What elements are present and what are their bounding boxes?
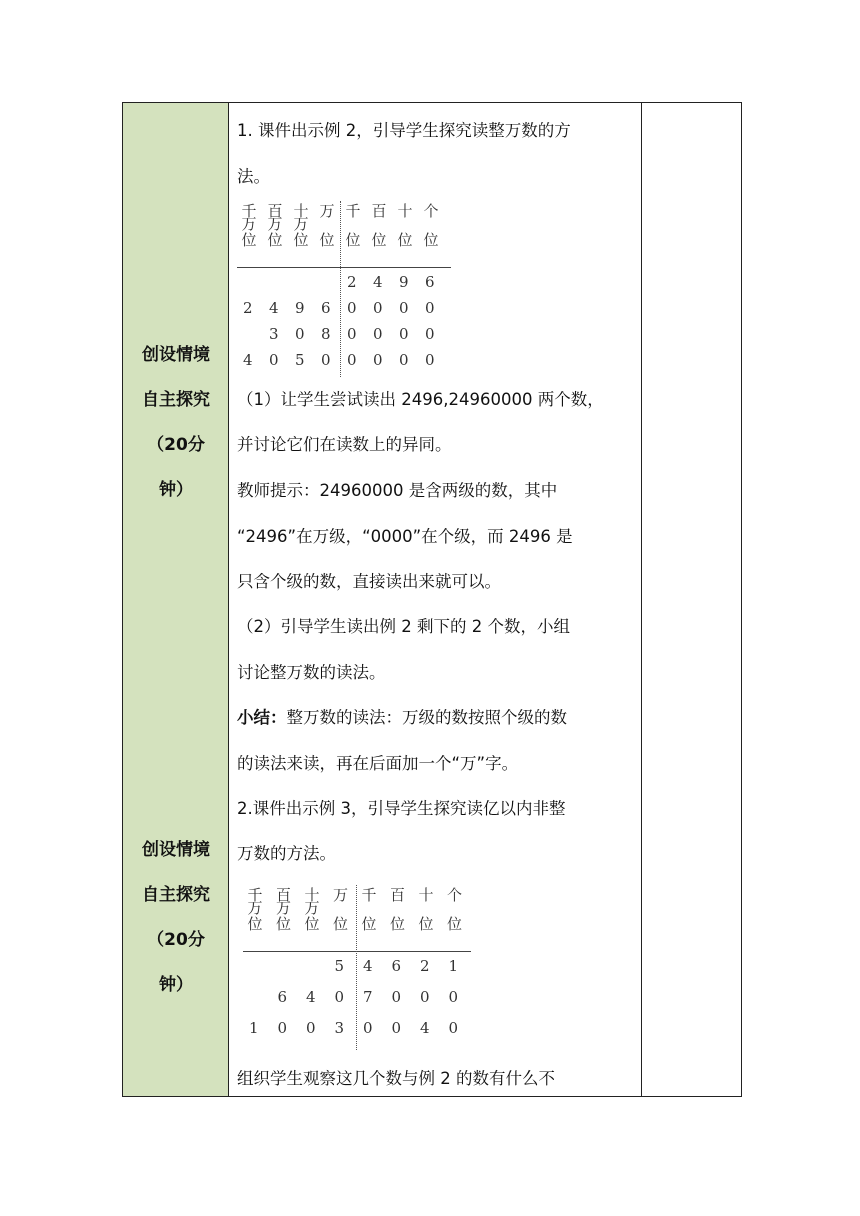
header-char: 万 bbox=[304, 899, 320, 917]
place-value-header bbox=[388, 886, 408, 933]
text-line: 万数的方法。 bbox=[237, 844, 336, 863]
header-rule bbox=[237, 267, 451, 268]
digit: 0 bbox=[391, 1019, 402, 1037]
place-value-header bbox=[291, 202, 311, 249]
digit: 4 bbox=[420, 1019, 430, 1037]
header-char: 万 bbox=[332, 886, 348, 904]
level-divider bbox=[340, 201, 341, 377]
place-value-chart-example2 bbox=[237, 201, 452, 381]
digit: 0 bbox=[363, 1019, 373, 1037]
stage-text: 钟） bbox=[159, 480, 193, 500]
header-char: 位 bbox=[293, 231, 309, 249]
digit: 0 bbox=[373, 325, 383, 343]
digit: 5 bbox=[295, 351, 305, 369]
header-char: 千 bbox=[241, 202, 257, 220]
header-char: 百 bbox=[389, 886, 405, 904]
digit: 0 bbox=[399, 299, 409, 317]
place-value-header bbox=[421, 202, 441, 249]
digit: 4 bbox=[363, 957, 373, 975]
header-char: 位 bbox=[267, 231, 283, 249]
digit: 6 bbox=[321, 299, 331, 317]
header-char: 位 bbox=[319, 231, 335, 249]
digit: 0 bbox=[399, 325, 409, 343]
header-char: 个 bbox=[423, 202, 439, 220]
stage-text: 钟） bbox=[159, 975, 193, 995]
stage-label-2 bbox=[123, 828, 229, 1008]
stage-text: 自主探究 bbox=[142, 390, 210, 410]
header-char: 万 bbox=[293, 215, 309, 233]
header-char: 十 bbox=[397, 202, 413, 220]
header-char: 位 bbox=[332, 915, 348, 933]
place-value-header bbox=[359, 886, 379, 933]
digit: 0 bbox=[306, 1019, 316, 1037]
stage-label-1 bbox=[123, 333, 229, 513]
digit: 9 bbox=[399, 273, 409, 291]
digit: 2 bbox=[347, 273, 357, 291]
header-char: 位 bbox=[361, 915, 377, 933]
digit: 2 bbox=[243, 299, 253, 317]
digit: 0 bbox=[399, 351, 409, 369]
digit: 6 bbox=[391, 957, 402, 975]
stage-column bbox=[123, 103, 229, 1096]
header-char: 个 bbox=[446, 886, 462, 904]
digit: 0 bbox=[334, 988, 345, 1006]
stage-text: 创设情境 bbox=[142, 345, 210, 365]
summary-text: 整万数的读法：万级的数按照个级的数 bbox=[286, 708, 567, 727]
header-char: 十 bbox=[418, 886, 434, 904]
place-value-header bbox=[302, 886, 322, 933]
place-value-header bbox=[317, 202, 337, 249]
place-value-header bbox=[343, 202, 363, 249]
header-char: 位 bbox=[247, 915, 263, 933]
place-value-header bbox=[395, 202, 415, 249]
digit: 6 bbox=[277, 988, 288, 1006]
digit: 4 bbox=[306, 988, 316, 1006]
digit: 4 bbox=[269, 299, 279, 317]
place-value-header bbox=[331, 886, 351, 933]
level-divider bbox=[356, 885, 357, 1050]
stage-text: 自主探究 bbox=[142, 885, 210, 905]
text-line: （2）引导学生读出例 2 剩下的 2 个数，小组 bbox=[237, 617, 570, 636]
digit: 1 bbox=[448, 957, 459, 975]
header-char: 位 bbox=[397, 231, 413, 249]
column-divider bbox=[641, 103, 642, 1096]
header-char: 千 bbox=[361, 886, 377, 904]
header-char: 位 bbox=[345, 231, 361, 249]
header-char: 百 bbox=[371, 202, 387, 220]
header-char: 位 bbox=[389, 915, 405, 933]
header-char: 十 bbox=[304, 886, 320, 904]
stage-text: （20分 bbox=[147, 435, 205, 455]
text-line: 的读法来读，再在后面加一个“万”字。 bbox=[237, 754, 519, 773]
text-line bbox=[237, 704, 567, 728]
header-char: 十 bbox=[293, 202, 309, 220]
header-char: 万 bbox=[247, 899, 263, 917]
header-char: 位 bbox=[371, 231, 387, 249]
digit: 0 bbox=[425, 351, 435, 369]
header-char: 位 bbox=[446, 915, 462, 933]
place-value-header bbox=[274, 886, 294, 933]
summary-label: 小结： bbox=[237, 708, 287, 727]
text-line: 只含个级的数，直接读出来就可以。 bbox=[237, 572, 501, 591]
digit: 6 bbox=[425, 273, 435, 291]
digit: 9 bbox=[295, 299, 305, 317]
header-char: 位 bbox=[423, 231, 439, 249]
place-value-header bbox=[416, 886, 436, 933]
text-line: 并讨论它们在读数上的异同。 bbox=[237, 435, 452, 454]
place-value-header bbox=[239, 202, 259, 249]
digit: 0 bbox=[347, 351, 357, 369]
digit: 0 bbox=[373, 351, 383, 369]
digit: 0 bbox=[269, 351, 279, 369]
digit: 0 bbox=[425, 299, 435, 317]
place-value-header bbox=[265, 202, 285, 249]
lesson-table bbox=[122, 102, 742, 1097]
text-line: “2496”在万级，“0000”在个级，而 2496 是 bbox=[237, 527, 573, 546]
text-line: 讨论整万数的读法。 bbox=[237, 663, 386, 682]
content-column bbox=[237, 103, 637, 1093]
digit: 7 bbox=[363, 988, 373, 1006]
header-char: 万 bbox=[319, 202, 335, 220]
digit: 0 bbox=[391, 988, 402, 1006]
digit: 0 bbox=[295, 325, 305, 343]
stage-text: 创设情境 bbox=[142, 840, 210, 860]
digit: 0 bbox=[425, 325, 435, 343]
digit: 0 bbox=[448, 1019, 459, 1037]
digit: 5 bbox=[334, 957, 345, 975]
digit: 0 bbox=[373, 299, 383, 317]
digit: 1 bbox=[249, 1019, 259, 1037]
digit: 4 bbox=[373, 273, 383, 291]
header-char: 万 bbox=[275, 899, 291, 917]
header-char: 万 bbox=[241, 215, 257, 233]
text-line: （1）让学生尝试读出 2496,24960000 两个数， bbox=[237, 390, 604, 409]
header-rule bbox=[243, 951, 471, 952]
stage-text: （20分 bbox=[147, 930, 205, 950]
header-char: 千 bbox=[345, 202, 361, 220]
place-value-header bbox=[245, 886, 265, 933]
text-line: 2.课件出示例 3，引导学生探究读亿以内非整 bbox=[237, 799, 566, 818]
text-line: 教师提示：24960000 是含两级的数，其中 bbox=[237, 481, 558, 500]
place-value-header bbox=[369, 202, 389, 249]
digit: 3 bbox=[334, 1019, 345, 1037]
header-char: 千 bbox=[247, 886, 263, 904]
digit: 4 bbox=[243, 351, 253, 369]
digit: 8 bbox=[321, 325, 331, 343]
digit: 0 bbox=[347, 299, 357, 317]
text-line: 组织学生观察这几个数与例 2 的数有什么不 bbox=[237, 1069, 555, 1088]
header-char: 万 bbox=[267, 215, 283, 233]
digit: 0 bbox=[321, 351, 331, 369]
header-char: 位 bbox=[418, 915, 434, 933]
digit: 3 bbox=[269, 325, 279, 343]
place-value-chart-example3 bbox=[243, 885, 473, 1045]
digit: 2 bbox=[420, 957, 430, 975]
header-char: 位 bbox=[241, 231, 257, 249]
header-char: 位 bbox=[275, 915, 291, 933]
header-char: 位 bbox=[304, 915, 320, 933]
place-value-header bbox=[445, 886, 465, 933]
digit: 0 bbox=[277, 1019, 288, 1037]
header-char: 百 bbox=[267, 202, 283, 220]
header-char: 百 bbox=[275, 886, 291, 904]
digit: 0 bbox=[420, 988, 430, 1006]
text-line: 1. 课件出示例 2，引导学生探究读整万数的方 bbox=[237, 121, 571, 140]
digit: 0 bbox=[347, 325, 357, 343]
digit: 0 bbox=[448, 988, 459, 1006]
text-line: 法。 bbox=[237, 167, 270, 186]
